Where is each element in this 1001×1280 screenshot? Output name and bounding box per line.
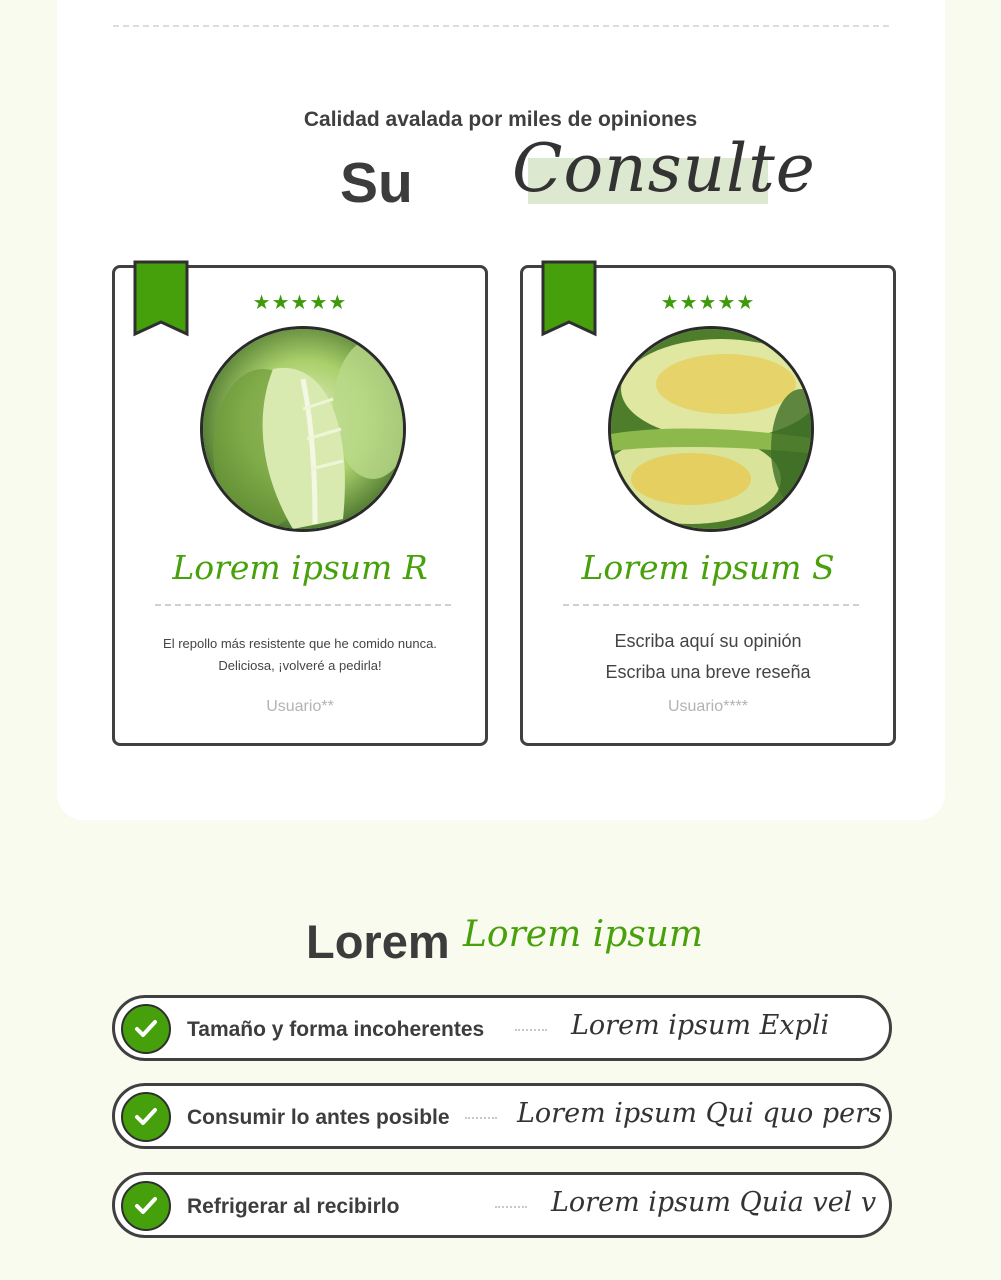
section-title: Su bbox=[340, 151, 413, 215]
reviewer-name: Usuario**** bbox=[667, 698, 749, 715]
cabbage-photo bbox=[200, 326, 406, 532]
review-line: El repollo más resistente que he comido nunca. bbox=[163, 636, 437, 651]
tip-row bbox=[112, 995, 892, 1061]
tip-label: Refrigerar al recibirlo bbox=[187, 1195, 400, 1218]
tip-detail: Lorem ipsum Quia vel v bbox=[551, 1187, 877, 1218]
tips-title: Lorem bbox=[306, 915, 450, 968]
check-icon bbox=[121, 1181, 171, 1231]
review-line: Deliciosa, ¡volveré a pedirla! bbox=[218, 658, 382, 673]
card-title: Lorem ipsum S bbox=[581, 548, 835, 587]
tip-row bbox=[112, 1172, 892, 1238]
dotted-leader bbox=[515, 1029, 547, 1031]
review-text bbox=[523, 626, 893, 688]
review-line: Escriba una breve reseña bbox=[605, 662, 811, 682]
review-card bbox=[520, 265, 896, 746]
section-subtitle: Calidad avalada por miles de opiniones bbox=[303, 108, 698, 131]
tip-detail: Lorem ipsum Expli bbox=[571, 1010, 830, 1041]
divider bbox=[113, 25, 889, 27]
star-rating: ★★★★★ bbox=[660, 292, 756, 314]
tips-title-script: Lorem ipsum bbox=[463, 914, 704, 955]
dotted-leader bbox=[495, 1206, 527, 1208]
divider bbox=[563, 604, 859, 606]
card-title: Lorem ipsum R bbox=[172, 548, 428, 587]
tip-row bbox=[112, 1083, 892, 1149]
star-rating: ★★★★★ bbox=[252, 292, 348, 314]
cabbage-photo bbox=[608, 326, 814, 532]
tip-label: Tamaño y forma incoherentes bbox=[187, 1018, 485, 1041]
tip-detail: Lorem ipsum Qui quo pers bbox=[517, 1098, 882, 1129]
reviewer-name: Usuario** bbox=[266, 698, 334, 715]
dotted-leader bbox=[465, 1117, 497, 1119]
tip-label: Consumir lo antes posible bbox=[187, 1106, 450, 1129]
check-icon bbox=[121, 1092, 171, 1142]
section-title-script: Consulte bbox=[512, 130, 816, 207]
divider bbox=[155, 604, 451, 606]
review-card bbox=[112, 265, 488, 746]
review-line: Escriba aquí su opinión bbox=[614, 631, 802, 651]
check-icon bbox=[121, 1004, 171, 1054]
review-text bbox=[115, 633, 485, 677]
